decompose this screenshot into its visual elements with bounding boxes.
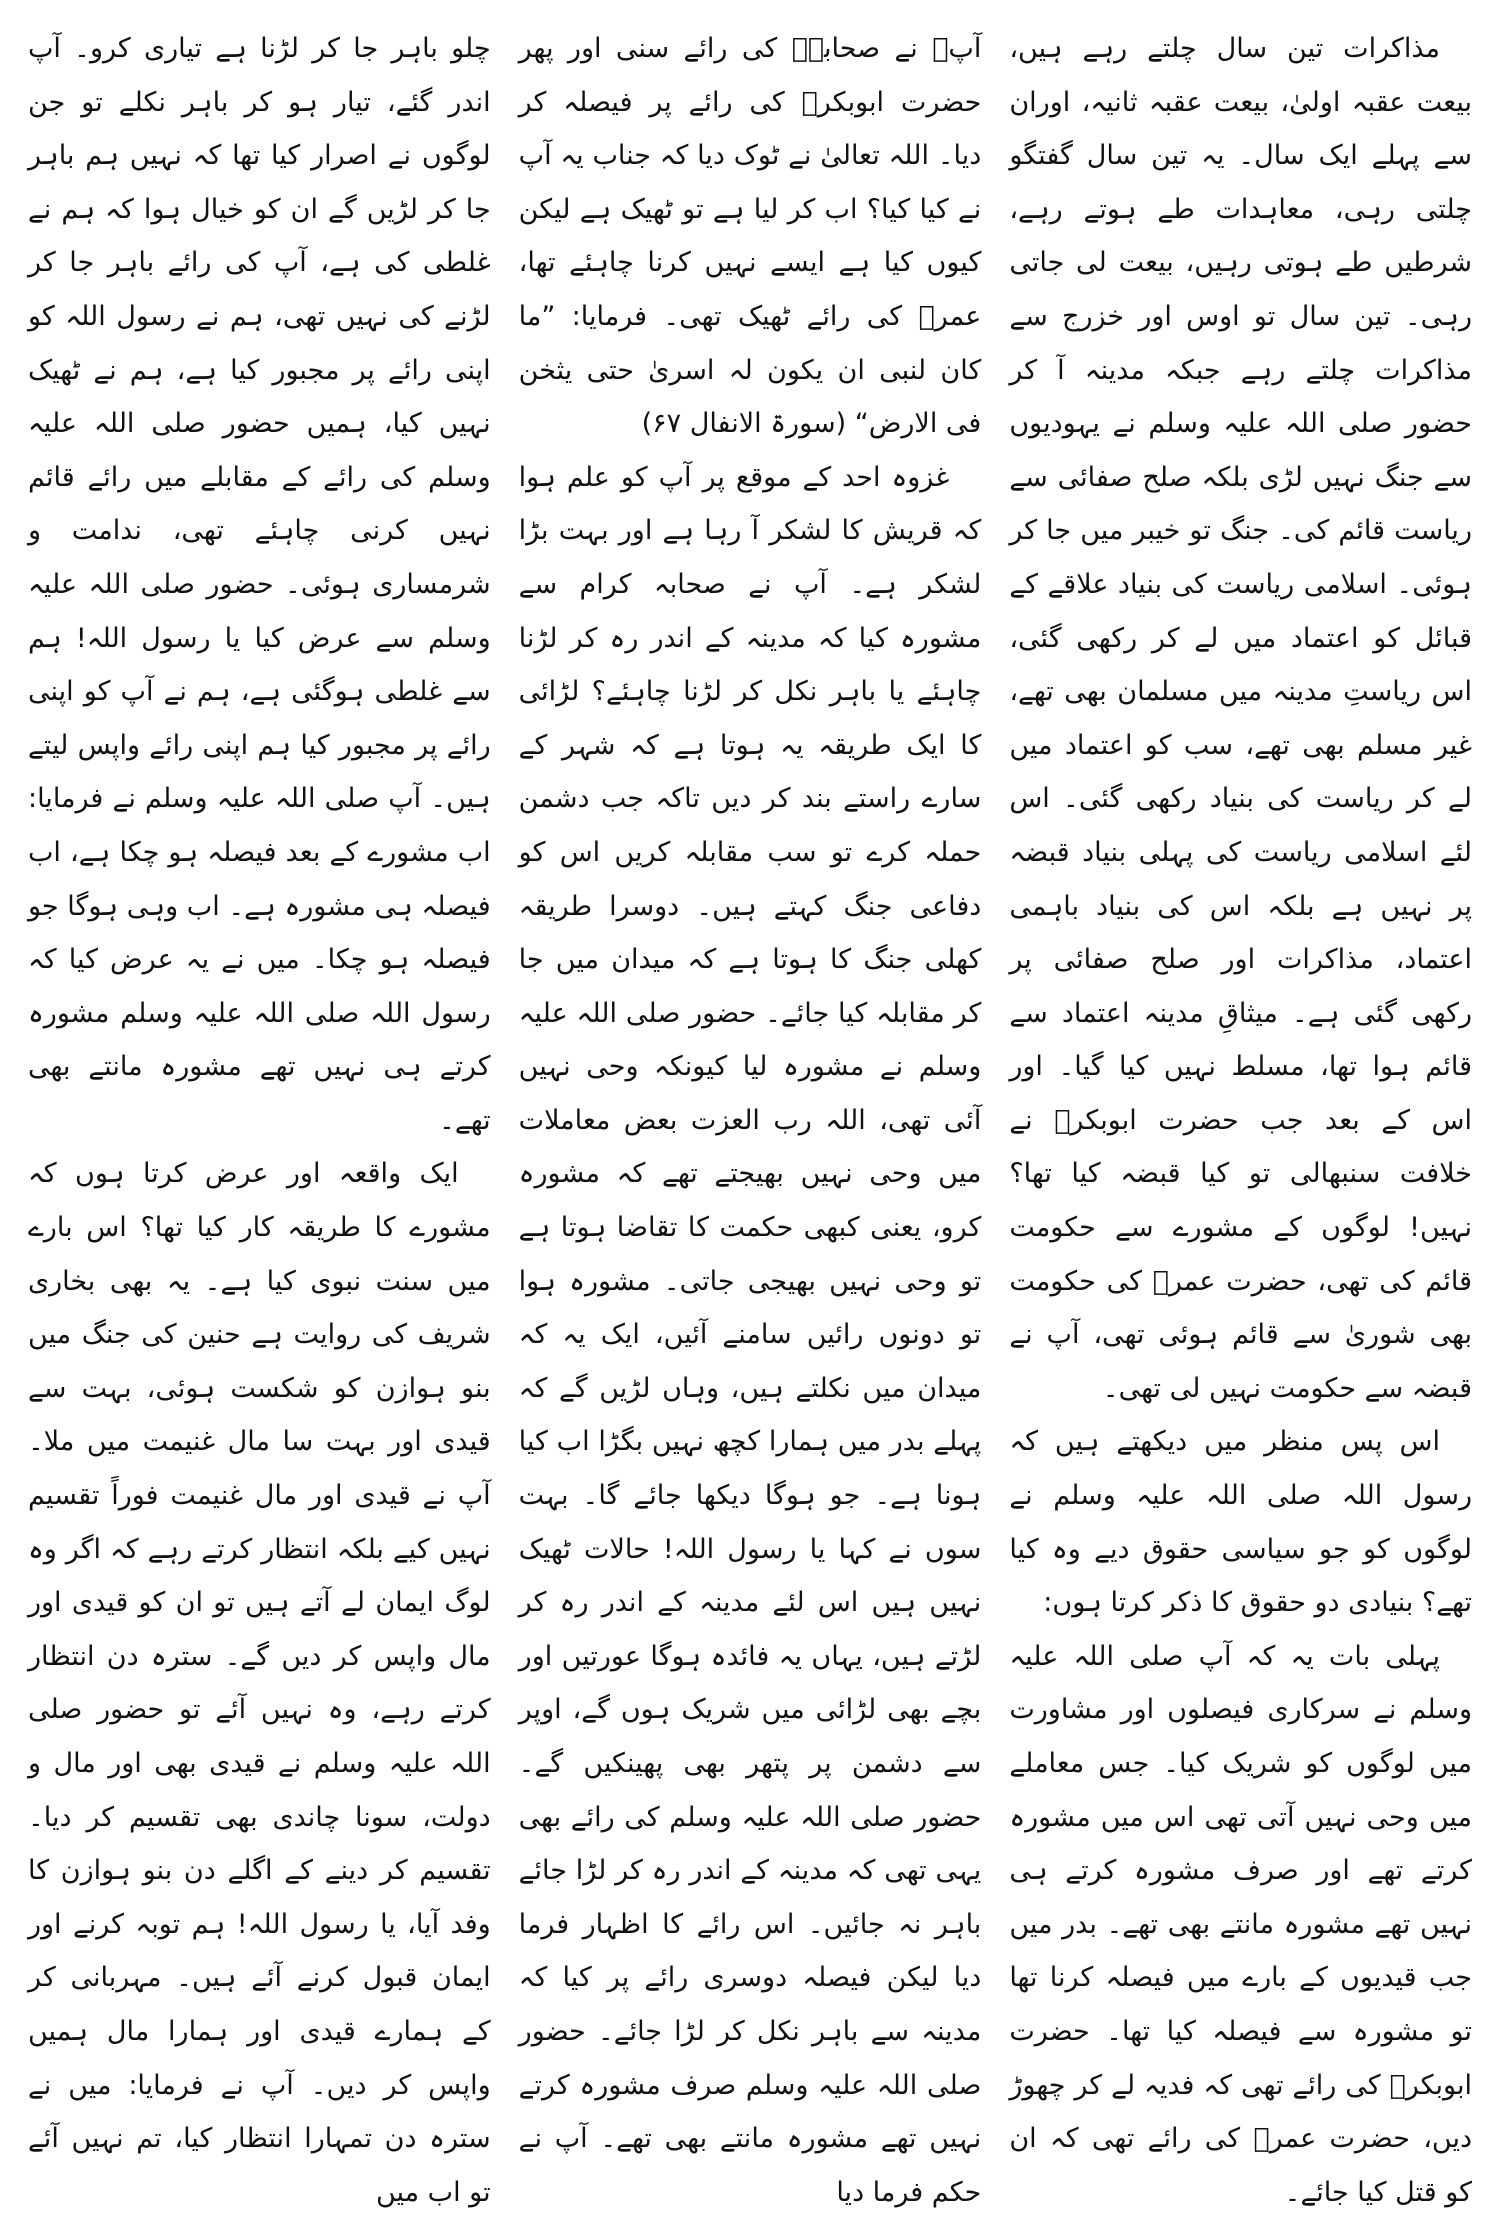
text-column-middle bbox=[518, 22, 982, 2208]
paragraph: مذاکرات تین سال چلتے رہے ہیں، بیعت عقبہ اولیٰ، بیعت عقبہ ثانیہ، اوران سے پہلے ایک سال۔ یہ تین سال گفتگو چلتی رہی، معاہدات طے ہوتے رہے، شرطیں طے ہوتی رہیں، بیعت لی جاتی رہی۔ تین سال تو اوس اور خزرج سے مذاکرات چلتے رہے جبکہ مدینہ آ کر حضور صلی اللہ علیہ وسلم نے یہودیوں سے جنگ نہیں لڑی بلکہ صلح صفائی سے ریاست قائم کی۔ جنگ تو خیبر میں جا کر ہوئی۔ اسلامی ریاست کی بنیاد علاقے کے قبائل کو اعتماد میں لے کر رکھی گئی، اس ریاستِ مدینہ میں مسلمان بھی تھے، غیر مسلم بھی تھے، سب کو اعتماد میں لے کر ریاست کی بنیاد رکھی گئی۔ اس لئے اسلامی ریاست کی پہلی بنیاد قبضہ پر نہیں ہے بلکہ اس کی بنیاد باہمی اعتماد، مذاکرات اور صلح صفائی پر رکھی گئی ہے۔ میثاقِ مدینہ اعتماد سے قائم ہوا تھا، مسلط نہیں کیا گیا۔ اور اس کے بعد جب حضرت ابوبکرؓ نے خلافت سنبھالی تو کیا قبضہ کیا تھا؟ نہیں! لوگوں کے مشورے سے حکومت قائم کی تھی، حضرت عمرؓ کی حکومت بھی شوریٰ سے قائم ہوئی تھی، آپ نے قبضہ سے حکومت نہیں لی تھی۔ bbox=[1009, 33, 1472, 1404]
paragraph: آپؐ نے صحابہؓ کی رائے سنی اور پھر حضرت ابوبکرؓ کی رائے پر فیصلہ کر دیا۔ اللہ تعالیٰ نے ٹوک دیا کہ جناب یہ آپ نے کیا کیا؟ اب کر لیا ہے تو ٹھیک ہے لیکن کیوں کیا ہے ایسے نہیں کرنا چاہئے تھا، عمرؓ کی رائے ٹھیک تھی۔ فرمایا: ”ما کان لنبی ان یکون لہ اسریٰ حتی یثخن فی الارض“ (سورۃ الانفال ۶۷) bbox=[518, 33, 982, 440]
newspaper-page bbox=[27, 22, 1472, 2208]
paragraph: ایک واقعہ اور عرض کرتا ہوں کہ مشورے کا طریقہ کار کیا تھا؟ اس بارے میں سنت نبوی کیا ہے۔ یہ بھی بخاری شریف کی روایت ہے حنین کی جنگ میں بنو ہوازن کو شکست ہوئی، بہت سے قیدی اور بہت سا مال غنیمت میں ملا۔ آپ نے قیدی اور مال غنیمت فوراً تقسیم نہیں کیے بلکہ انتظار کرتے رہے کہ اگر وہ لوگ ایمان لے آتے ہیں تو ان کو قیدی اور مال واپس کر دیں گے۔ سترہ دن انتظار کرتے رہے، وہ نہیں آئے تو حضور صلی اللہ علیہ وسلم نے قیدی بھی اور مال و دولت، سونا چاندی بھی تقسیم کر دیا۔ تقسیم کر دینے کے اگلے دن بنو ہوازن کا وفد آیا، یا رسول اللہ! ہم توبہ کرنے اور ایمان قبول کرنے آئے ہیں۔ مہربانی کر کے ہمارے قیدی اور ہمارا مال ہمیں واپس کر دیں۔ آپ نے فرمایا: میں نے سترہ دن تمہارا انتظار کیا، تم نہیں آئے تو اب میں bbox=[27, 1158, 491, 2208]
paragraph: پہلی بات یہ کہ آپ صلی اللہ علیہ وسلم نے سرکاری فیصلوں اور مشاورت میں لوگوں کو شریک کیا۔ جس معاملے میں وحی نہیں آتی تھی اس میں مشورہ کرتے تھے اور صرف مشورہ کرتے ہی نہیں تھے مشورہ مانتے بھی تھے۔ بدر میں جب قیدیوں کے بارے میں فیصلہ کرنا تھا تو مشورہ سے فیصلہ کیا تھا۔ حضرت ابوبکرؓ کی رائے تھی کہ فدیہ لے کر چھوڑ دیں، حضرت عمرؓ کی رائے تھی کہ ان کو قتل کیا جائے۔ bbox=[1009, 1640, 1472, 2208]
text-column-right bbox=[1009, 22, 1472, 2208]
text-column-left bbox=[27, 22, 491, 2208]
paragraph: اس پس منظر میں دیکھتے ہیں کہ رسول اللہ صلی اللہ علیہ وسلم نے لوگوں کو جو سیاسی حقوق دیے وہ کیا تھے؟ بنیادی دو حقوق کا ذکر کرتا ہوں: bbox=[1009, 1426, 1472, 1619]
paragraph: چلو باہر جا کر لڑنا ہے تیاری کرو۔ آپ اندر گئے، تیار ہو کر باہر نکلے تو جن لوگوں نے اصرار کیا تھا کہ نہیں ہم باہر جا کر لڑیں گے ان کو خیال ہوا کہ ہم نے غلطی کی ہے، آپ کی رائے باہر جا کر لڑنے کی نہیں تھی، ہم نے رسول اللہ کو اپنی رائے پر مجبور کیا ہے، ہم نے ٹھیک نہیں کیا، ہمیں حضور صلی اللہ علیہ وسلم کی رائے کے مقابلے میں رائے قائم نہیں کرنی چاہئے تھی، ندامت و شرمساری ہوئی۔ حضور صلی اللہ علیہ وسلم سے عرض کیا یا رسول اللہ! ہم سے غلطی ہوگئی ہے، ہم نے آپ کو اپنی رائے پر مجبور کیا ہم اپنی رائے واپس لیتے ہیں۔ آپ صلی اللہ علیہ وسلم نے فرمایا: اب مشورے کے بعد فیصلہ ہو چکا ہے، اب فیصلہ ہی مشورہ ہے۔ اب وہی ہوگا جو فیصلہ ہو چکا۔ میں نے یہ عرض کیا کہ رسول اللہ صلی اللہ علیہ وسلم مشورہ کرتے ہی نہیں تھے مشورہ مانتے بھی تھے۔ bbox=[27, 33, 491, 1136]
paragraph: غزوہ احد کے موقع پر آپ کو علم ہوا کہ قریش کا لشکر آ رہا ہے اور بہت بڑا لشکر ہے۔ آپ نے صحابہ کرام سے مشورہ کیا کہ مدینہ کے اندر رہ کر لڑنا چاہئے یا باہر نکل کر لڑنا چاہئے؟ لڑائی کا ایک طریقہ یہ ہوتا ہے کہ شہر کے سارے راستے بند کر دیں تاکہ جب دشمن حملہ کرے تو سب مقابلہ کریں اس کو دفاعی جنگ کہتے ہیں۔ دوسرا طریقہ کھلی جنگ کا ہوتا ہے کہ میدان میں جا کر مقابلہ کیا جائے۔ حضور صلی اللہ علیہ وسلم نے مشورہ لیا کیونکہ وحی نہیں آئی تھی، اللہ رب العزت بعض معاملات میں وحی نہیں بھیجتے تھے کہ مشورہ کرو، یعنی کبھی حکمت کا تقاضا ہوتا ہے تو وحی نہیں بھیجی جاتی۔ مشورہ ہوا تو دونوں رائیں سامنے آئیں، ایک یہ کہ میدان میں نکلتے ہیں، وہاں لڑیں گے کہ پہلے بدر میں ہمارا کچھ نہیں بگڑا اب کیا ہونا ہے۔ جو ہوگا دیکھا جائے گا۔ بہت سوں نے کہا یا رسول اللہ! حالات ٹھیک نہیں ہیں اس لئے مدینہ کے اندر رہ کر لڑتے ہیں، یہاں یہ فائدہ ہوگا عورتیں اور بچے بھی لڑائی میں شریک ہوں گے، اوپر سے دشمن پر پتھر بھی پھینکیں گے۔ حضور صلی اللہ علیہ وسلم کی رائے بھی یہی تھی کہ مدینہ کے اندر رہ کر لڑا جائے باہر نہ جائیں۔ اس رائے کا اظہار فرما دیا لیکن فیصلہ دوسری رائے پر کیا کہ مدینہ سے باہر نکل کر لڑا جائے۔ حضور صلی اللہ علیہ وسلم صرف مشورہ کرتے نہیں تھے مشورہ مانتے بھی تھے۔ آپ نے حکم فرما دیا bbox=[518, 461, 982, 2208]
